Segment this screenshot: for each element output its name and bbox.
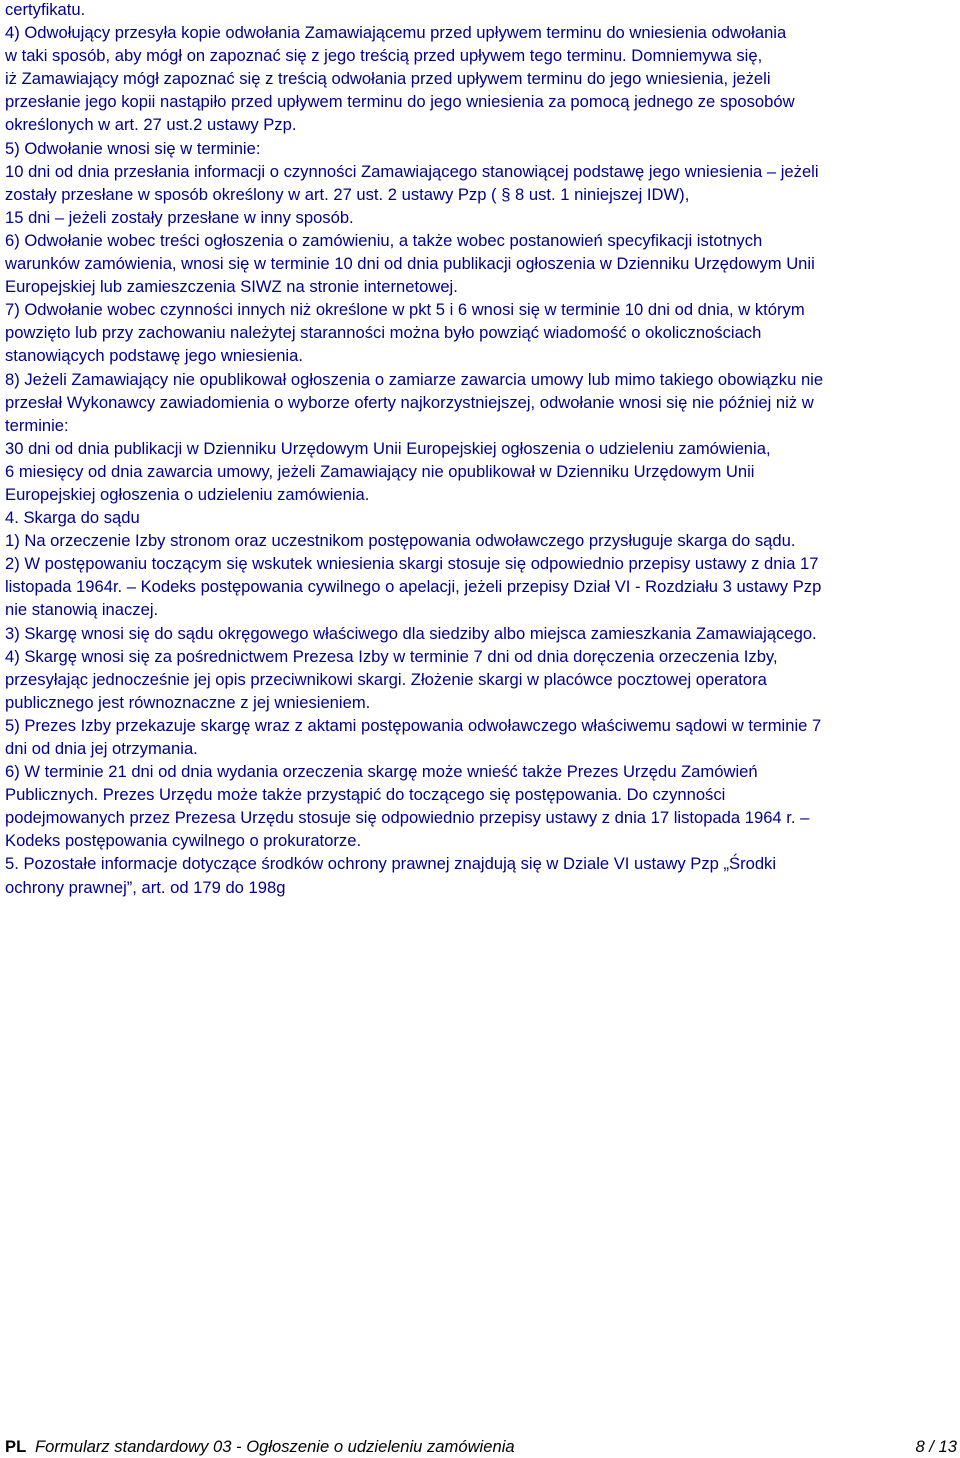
text-line: iż Zamawiający mógł zapoznać się z treścią odwołania przed upływem terminu do jego wniesienia, jeżeli <box>5 69 771 89</box>
footer-language-code: PL <box>5 1437 27 1456</box>
text-line: 6) Odwołanie wobec treści ogłoszenia o zamówieniu, a także wobec postanowień specyfikacji istotnych <box>5 230 763 250</box>
text-line: przesłał Wykonawcy zawiadomienia o wyborze oferty najkorzystniejszej, odwołanie wnosi się nie później niż w <box>5 392 814 412</box>
text-line: 6 miesięcy od dnia zawarcia umowy, jeżeli Zamawiający nie opublikował w Dzienniku Urzędowym Unii <box>5 461 755 481</box>
text-line: Publicznych. Prezes Urzędu może także przystąpić do toczącego się postępowania. Do czynności <box>5 785 726 805</box>
text-line: terminie: <box>5 415 69 435</box>
text-line: 2) W postępowaniu toczącym się wskutek wniesienia skargi stosuje się odpowiednio przepisy ustawy z dnia 17 <box>5 554 819 574</box>
text-line: 3) Skargę wnosi się do sądu okręgowego właściwego dla siedziby albo miejsca zamieszkania Zamawiającego. <box>5 623 817 643</box>
text-line: 15 dni – jeżeli zostały przesłane w inny sposób. <box>5 207 354 227</box>
text-line: Kodeks postępowania cywilnego o prokuratorze. <box>5 831 362 851</box>
text-line: 5) Prezes Izby przekazuje skargę wraz z aktami postępowania odwoławczego właściwemu sądowi w terminie 7 <box>5 715 822 735</box>
text-line: nie stanowią inaczej. <box>5 600 159 620</box>
section-heading: 4. Skarga do sądu <box>5 508 140 528</box>
footer-page-number: 8 / 13 <box>915 1437 957 1456</box>
page-footer <box>5 1436 957 1458</box>
text-line: stanowiących podstawę jego wniesienia. <box>5 346 303 366</box>
text-line: certyfikatu. <box>5 0 86 19</box>
text-line: przesłanie jego kopii nastąpiło przed upływem terminu do jego wniesienia za pomocą jednego ze sposobów <box>5 92 795 112</box>
text-line: warunków zamówienia, wnosi się w terminie 10 dni od dnia publikacji ogłoszenia w Dzienniku Urzędowym Unii <box>5 254 815 274</box>
text-line: określonych w art. 27 ust.2 ustawy Pzp. <box>5 115 297 135</box>
text-line: 4) Odwołujący przesyła kopie odwołania Zamawiającemu przed upływem terminu do wniesienia odwołania <box>5 23 787 43</box>
text-line: Europejskiej ogłoszenia o udzieleniu zamówienia. <box>5 484 370 504</box>
text-line: 5) Odwołanie wnosi się w terminie: <box>5 138 261 158</box>
text-line: 7) Odwołanie wobec czynności innych niż określone w pkt 5 i 6 wnosi się w terminie 10 dni od dnia, w którym <box>5 300 805 320</box>
document-body <box>5 0 950 899</box>
text-line: 10 dni od dnia przesłania informacji o czynności Zamawiającego stanowiącej podstawę jego wniesienia – jeżeli <box>5 161 819 181</box>
text-line: podejmowanych przez Prezesa Urzędu stosuje się odpowiednio przepisy ustawy z dnia 17 listopada 1964 r. – <box>5 808 810 828</box>
text-line: listopada 1964r. – Kodeks postępowania cywilnego o apelacji, jeżeli przepisy Dział VI - Rozdziału 3 ustawy Pzp <box>5 577 822 597</box>
text-line: ochrony prawnej”, art. od 179 do 198g <box>5 877 286 897</box>
text-line: 4) Skargę wnosi się za pośrednictwem Prezesa Izby w terminie 7 dni od dnia doręczenia orzeczenia Izby, <box>5 646 778 666</box>
text-line: dni od dnia jej otrzymania. <box>5 739 198 758</box>
text-line: 1) Na orzeczenie Izby stronom oraz uczestnikom postępowania odwoławczego przysługuje skarga do sądu. <box>5 531 796 551</box>
text-line: powzięto lub przy zachowaniu należytej staranności można było powziąć wiadomość o okolicznościach <box>5 323 762 343</box>
section-heading: 5. Pozostałe informacje dotyczące środków ochrony prawnej znajdują się w Dziale VI ustawy Pzp „Środki <box>5 854 777 874</box>
text-line: w taki sposób, aby mógł on zapoznać się z jego treścią przed upływem tego terminu. Domniemywa się, <box>5 46 763 66</box>
text-line: zostały przesłane w sposób określony w art. 27 ust. 2 ustawy Pzp ( § 8 ust. 1 niniejszej IDW), <box>5 184 690 204</box>
footer-form-title: Formularz standardowy 03 - Ogłoszenie o udzieleniu zamówienia <box>35 1437 515 1456</box>
text-line: 30 dni od dnia publikacji w Dzienniku Urzędowym Unii Europejskiej ogłoszenia o udzieleniu zamówienia, <box>5 438 771 458</box>
text-line: publicznego jest równoznaczne z jej wniesieniem. <box>5 692 371 712</box>
text-line: Europejskiej lub zamieszczenia SIWZ na stronie internetowej. <box>5 277 458 297</box>
text-line: 8) Jeżeli Zamawiający nie opublikował ogłoszenia o zamiarze zawarcia umowy lub mimo takiego obowiązku nie <box>5 369 824 389</box>
text-line: przesyłając jednocześnie jej opis przeciwnikowi skargi. Złożenie skargi w placówce pocztowej operatora <box>5 669 767 689</box>
text-line: 6) W terminie 21 dni od dnia wydania orzeczenia skargę może wnieść także Prezes Urzędu Zamówień <box>5 762 758 782</box>
